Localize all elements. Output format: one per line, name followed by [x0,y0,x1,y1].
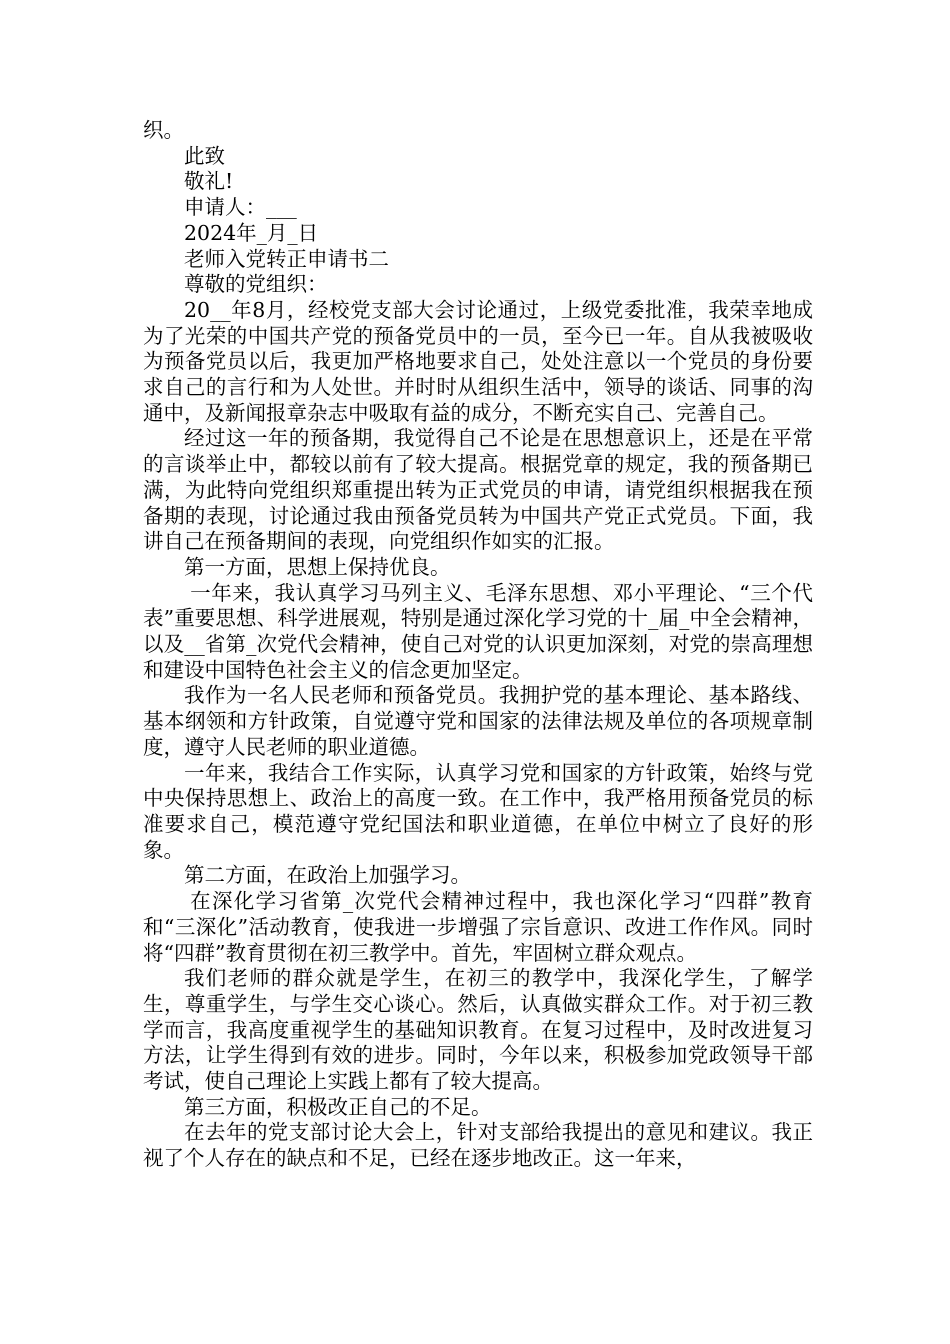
paragraph: 一年来，我认真学习马列主义、毛泽东思想、邓小平理论、“三个代表”重要思想、科学进展观，特别是通过深化学习党的十_届_中全会精神，以及__省第_次党代会精神，使自己对党的认识更加深刻，对党的崇高理想和建设中国特色社会主义的信念更加坚定。 [143,580,813,682]
paragraph: 织。 [143,118,184,142]
paragraph: 第二方面，在政治上加强学习。 [184,863,471,888]
paragraph: 在去年的党支部讨论大会上，针对支部给我提出的意见和建议。我正视了个人存在的缺点和不足，已经在逐步地改正。这一年来， [143,1120,813,1171]
paragraph: 一年来，我结合工作实际，认真学习党和国家的方针政策，始终与党中央保持思想上、政治上的高度一致。在工作中，我严格用预备党员的标准要求自己，模范遵守党纪国法和职业道德，在单位中树立了良好的形象。 [143,760,813,862]
paragraph: 第一方面，思想上保持优良。 [184,554,451,579]
paragraph: 我作为一名人民老师和预备党员。我拥护党的基本理论、基本路线、基本纲领和方针政策，自觉遵守党和国家的法律法规及单位的各项规章制度，遵守人民老师的职业道德。 [143,683,813,759]
paragraph: 在深化学习省第_次党代会精神过程中，我也深化学习“四群”教育和“三深化”活动教育，使我进一步增强了宗旨意识、改进工作作风。同时将“四群”教育贯彻在初三教学中。首先，牢固树立群众观点。 [143,889,813,965]
paragraph: 20__年8月，经校党支部大会讨论通过，上级党委批准，我荣幸地成为了光荣的中国共产党的预备党员中的一员，至今已一年。自从我被吸收为预备党员以后，我更加严格地要求自己，处处注意以一个党员的身份要求自己的言行和为人处世。并时时从组织生活中，领导的谈话、同事的沟通中，及新闻报章杂志中吸取有益的成分，不断充实自己、完善自己。 [143,297,813,425]
paragraph: 2024年_月_日 [184,220,319,245]
document-body [143,118,813,1172]
paragraph: 老师入党转正申请书二 [184,246,389,271]
paragraph: 尊敬的党组织： [184,272,328,297]
paragraph: 敬礼! [184,169,234,194]
paragraph: 我们老师的群众就是学生，在初三的教学中，我深化学生，了解学生，尊重学生，与学生交心谈心。然后，认真做实群众工作。对于初三教学而言，我高度重视学生的基础知识教育。在复习过程中，及时改进复习方法，让学生得到有效的进步。同时，今年以来，积极参加党政领导干部考试，使自己理论上实践上都有了较大提高。 [143,966,813,1094]
paragraph: 申请人：___ [184,195,297,220]
paragraph: 经过这一年的预备期，我觉得自己不论是在思想意识上，还是在平常的言谈举止中，都较以前有了较大提高。根据党章的规定，我的预备期已满，为此特向党组织郑重提出转为正式党员的申请，请党组织根据我在预备期的表现，讨论通过我由预备党员转为中国共产党正式党员。下面，我讲自己在预备期间的表现，向党组织作如实的汇报。 [143,426,813,554]
paragraph: 此致 [184,143,225,168]
paragraph: 第三方面，积极改正自己的不足。 [184,1094,492,1119]
